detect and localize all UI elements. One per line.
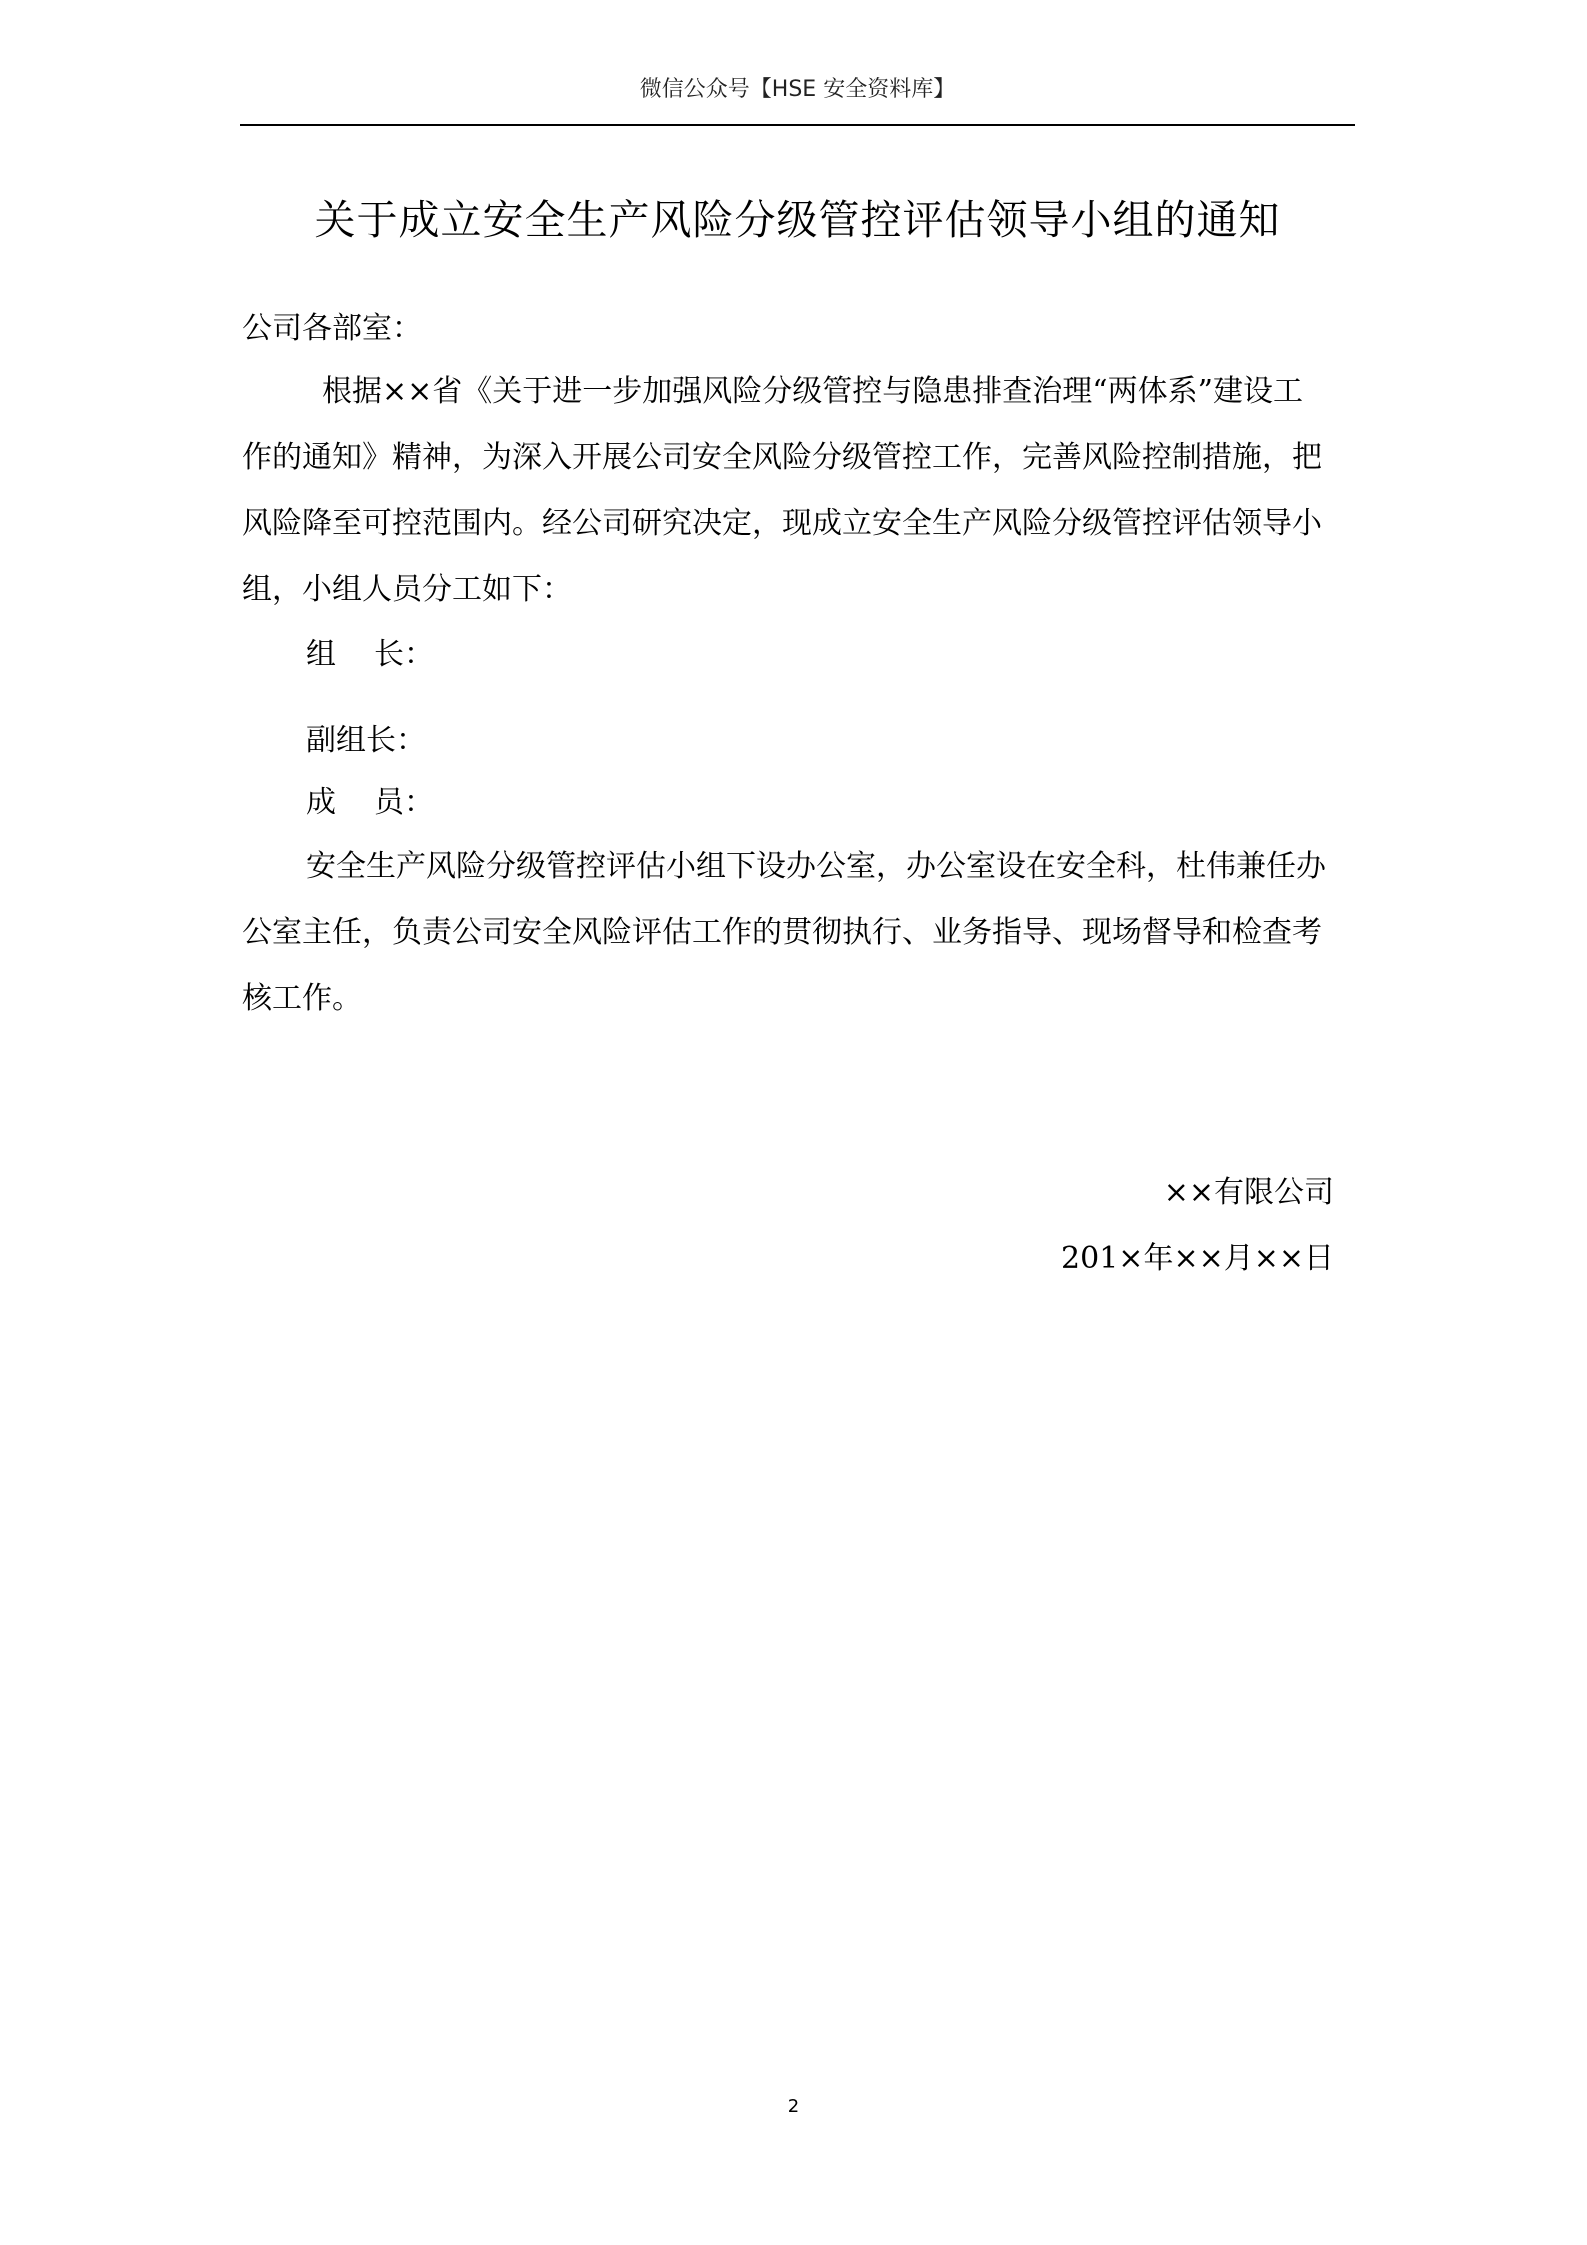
body-paragraph-1: 根据××省《关于进一步加强风险分级管控与隐患排查治理“两体系”建设工作的通知》精神，为深入开展公司安全风险分级管控工作，完善风险控制措施，把风险降至可控范围内。经公司研究决定，现成立安全生产风险分级管控评估领导小组，小组人员分工如下： — [242, 374, 1322, 607]
signature-date: 201×年××月××日 — [1061, 1241, 1334, 1276]
role-leader-char-1: 组 — [306, 637, 336, 672]
document-title: 关于成立安全生产风险分级管控评估领导小组的通知 — [314, 196, 1281, 244]
role-member-char-1: 成 — [306, 785, 336, 820]
role-leader — [306, 622, 434, 688]
page-number: 2 — [787, 2096, 800, 2117]
role-leader-char-2: 长： — [374, 637, 434, 672]
page-header: 微信公众号【HSE 安全资料库】 — [639, 77, 956, 102]
header-divider — [240, 124, 1355, 126]
signature-company: ××有限公司 — [1163, 1175, 1334, 1210]
salutation: 公司各部室： — [242, 311, 422, 346]
body-paragraph-2: 安全生产风险分级管控评估小组下设办公室，办公室设在安全科，杜伟兼任办公室主任，负责公司安全风险评估工作的贯彻执行、业务指导、现场督导和检查考核工作。 — [242, 849, 1326, 1016]
role-deputy: 副组长： — [306, 723, 426, 758]
role-member-char-2: 员： — [374, 785, 434, 820]
role-member — [306, 770, 434, 836]
